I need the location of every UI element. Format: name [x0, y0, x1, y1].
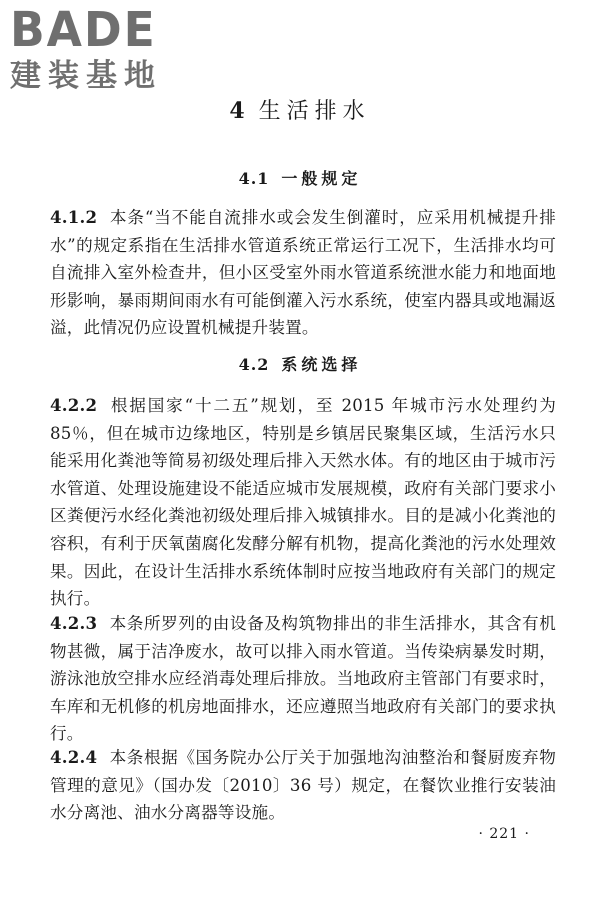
- section-title-text: 系统选择: [281, 355, 362, 374]
- section-heading-4-1: [0, 168, 600, 190]
- clause-4-2-4: [50, 744, 556, 827]
- clause-number: 4.2.2: [50, 395, 98, 415]
- logo-chinese-text: 建装基地: [10, 58, 162, 94]
- chapter-number: 4: [229, 98, 245, 124]
- clause-text: 本条所罗列的由设备及构筑物排出的非生活排水，其含有机物甚微，属于洁净废水，故可以排入雨水管道。当传染病暴发时期，游泳池放空排水应经消毒处理后排放。当地政府主管部门有要求时，车库和无机修的机房地面排水，还应遵照当地政府有关部门的要求执行。: [50, 614, 556, 744]
- page-number: · 221 ·: [478, 826, 530, 842]
- clause-4-2-3: [50, 610, 556, 748]
- clause-number: 4.2.4: [50, 747, 98, 767]
- section-heading-4-2: [0, 354, 600, 376]
- logo-latin-text: BADE: [10, 2, 157, 58]
- section-number: 4.2: [238, 355, 270, 374]
- clause-4-2-2: [50, 392, 556, 613]
- clause-number: 4.2.3: [50, 613, 98, 633]
- section-title-text: 一般规定: [281, 169, 362, 188]
- chapter-title: [0, 96, 600, 127]
- clause-4-1-2: [50, 204, 556, 342]
- clause-text: 本条“当不能自流排水或会发生倒灌时，应采用机械提升排水”的规定系指在生活排水管道系统正常运行工况下，生活排水均可自流排入室外检查井，但小区受室外雨水管道系统泄水能力和地面地形影响，暴雨期间雨水有可能倒灌入污水系统，使室内器具或地漏返溢，此情况仍应设置机械提升装置。: [50, 208, 556, 338]
- clause-text: 根据国家“十二五”规划，至 2015 年城市污水处理约为 85％，但在城市边缘地区，特别是乡镇居民聚集区域，生活污水只能采用化粪池等简易初级处理后排入天然水体。有的地区由于城市污水管道、处理设施建设不能适应城市发展规模，政府有关部门要求小区粪便污水经化粪池初级处理后排入城镇排水。目的是减小化粪池的容积，有利于厌氧菌腐化发酵分解有机物，提高化粪池的污水处理效果。因此，在设计生活排水系统体制时应按当地政府有关部门的规定执行。: [50, 396, 556, 609]
- bade-logo: [10, 4, 180, 94]
- chapter-title-text: 生活排水: [258, 99, 371, 124]
- clause-number: 4.1.2: [50, 207, 98, 227]
- section-number: 4.1: [238, 169, 270, 188]
- clause-text: 本条根据《国务院办公厅关于加强地沟油整治和餐厨废弃物管理的意见》（国办发〔2010〕36 号）规定，在餐饮业推行安装油水分离池、油水分离器等设施。: [50, 748, 556, 823]
